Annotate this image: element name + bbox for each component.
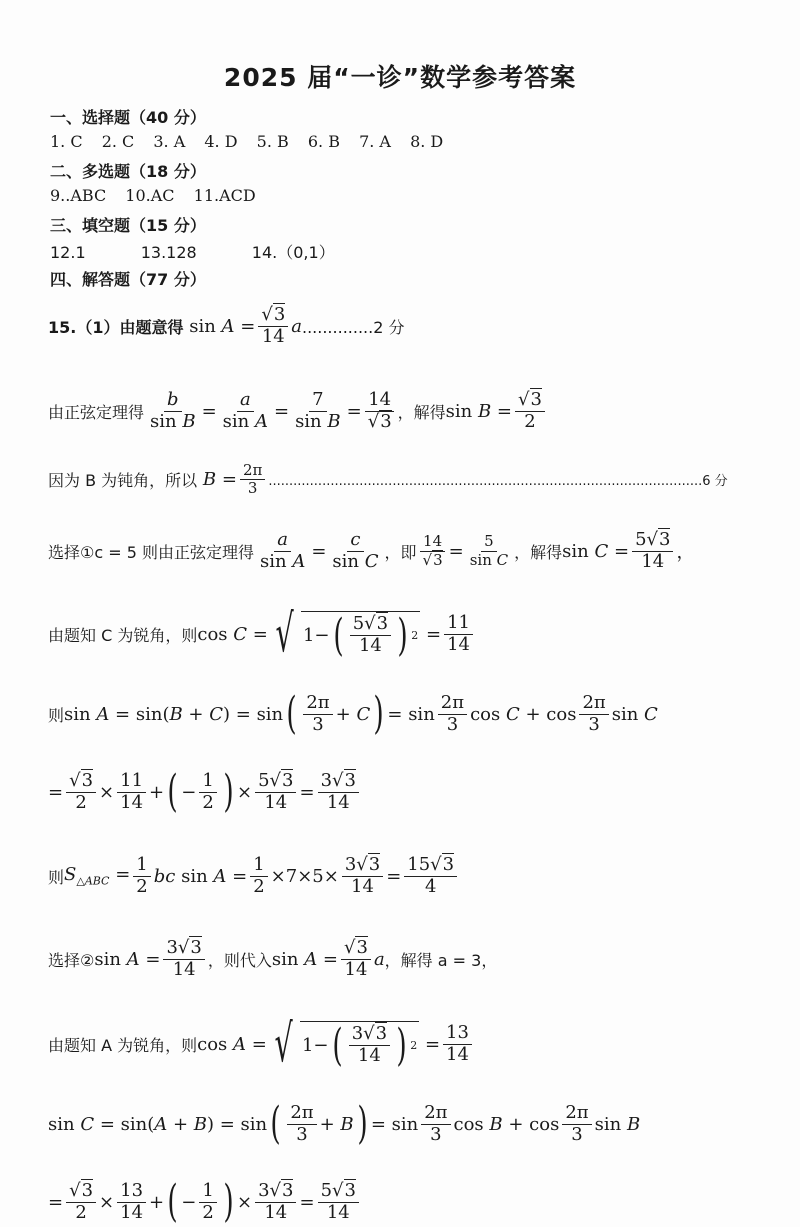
section-heading-solve: 四、解答题（77 分）	[50, 270, 206, 289]
choice-answers	[50, 132, 457, 151]
fill-answers	[50, 240, 335, 263]
multi-answers	[50, 186, 270, 205]
eq-choose-2: 选择② sin A = $\frac{3√3}{14}$ ，则代入 sin A = $\frac{√3}{14}$ a ，解得 a = 3，	[48, 937, 498, 980]
eq-sinA-value: = $\frac{√3}{2}$ × 11 14 + ( − 1 2 ) × 5√3 14 = 3√3 14	[48, 770, 362, 814]
answer-1: 1. C	[50, 132, 83, 151]
answer-9: 9..ABC	[50, 186, 107, 205]
eq-choose-1: 选择① c = 5 则由正弦定理得 a sin A = c sin C ，即 14 √3 = 5 sin C ，解得 sin C = $\frac{5√3}{14}$ ，	[48, 529, 695, 572]
eq-cosA: 由题知 A 为锐角，则 cos A = √ 1− ( 3√3 14 ) 2 = 13 14	[48, 1018, 475, 1070]
answer-5: 5. B	[256, 132, 289, 151]
eq-area-1: 则 $S_{\triangle ABC}$ = $\frac{1}{2}$ bc sin A = $\frac{1}{2}$ ×7×5× $\frac{3√3}{14}$ = 15√3 4	[48, 855, 460, 897]
answer-14: 14.（0,1）	[251, 243, 335, 262]
answer-8: 8. D	[410, 132, 444, 151]
section-heading-choice: 一、选择题（40 分）	[50, 108, 206, 127]
answer-10: 10.AC	[125, 186, 175, 205]
eq-sine-law: 由正弦定理得 b sin B = a sin A = 7 sin B = 14 √3 ，解得 sin B = $\frac{√3}{2}$	[48, 390, 548, 432]
eq-sinA-expand: 则 sin A = sin(B + C) = sin ( 2π 3 + C ) = sin 2π 3 cos C + cos 2π 3 sin C	[48, 688, 658, 739]
answer-4: 4. D	[204, 132, 238, 151]
eq-q15-sinA: 15.（1）由题意得 sin A = $\frac{√3}{14}$ a ..............2 分	[48, 304, 405, 347]
section-heading-fill: 三、填空题（15 分）	[50, 216, 206, 235]
answer-7: 7. A	[359, 132, 391, 151]
answer-6: 6. B	[307, 132, 340, 151]
answer-3: 3. A	[153, 132, 186, 151]
eq-cosC: 由题知 C 为锐角，则 cos C = √ 1− ( 5√3 14 ) 2 = 11 14	[48, 608, 476, 660]
answer-12: 12.1	[50, 243, 86, 262]
eq-sinC-value: = $\frac{√3}{2}$ × 13 14 + ( − 1 2 ) × 3√3 14 = 5√3 14	[48, 1180, 362, 1224]
section-heading-multi: 二、多选题（18 分）	[50, 162, 206, 181]
eq-sinC-expand: sin C = sin(A + B) = sin ( 2π 3 + B ) = sin 2π 3 cos B + cos 2π 3 sin B	[48, 1098, 641, 1149]
answer-2: 2. C	[101, 132, 135, 151]
page-title: 2025 届“一诊”数学参考答案	[223, 63, 577, 92]
answer-13: 13.128	[140, 243, 197, 262]
answer-11: 11.ACD	[193, 186, 256, 205]
eq-B-obtuse: 因为 B 为钝角，所以 B = $\frac{2\pi}{3}$ .........................................................................................................6 分	[48, 461, 728, 498]
